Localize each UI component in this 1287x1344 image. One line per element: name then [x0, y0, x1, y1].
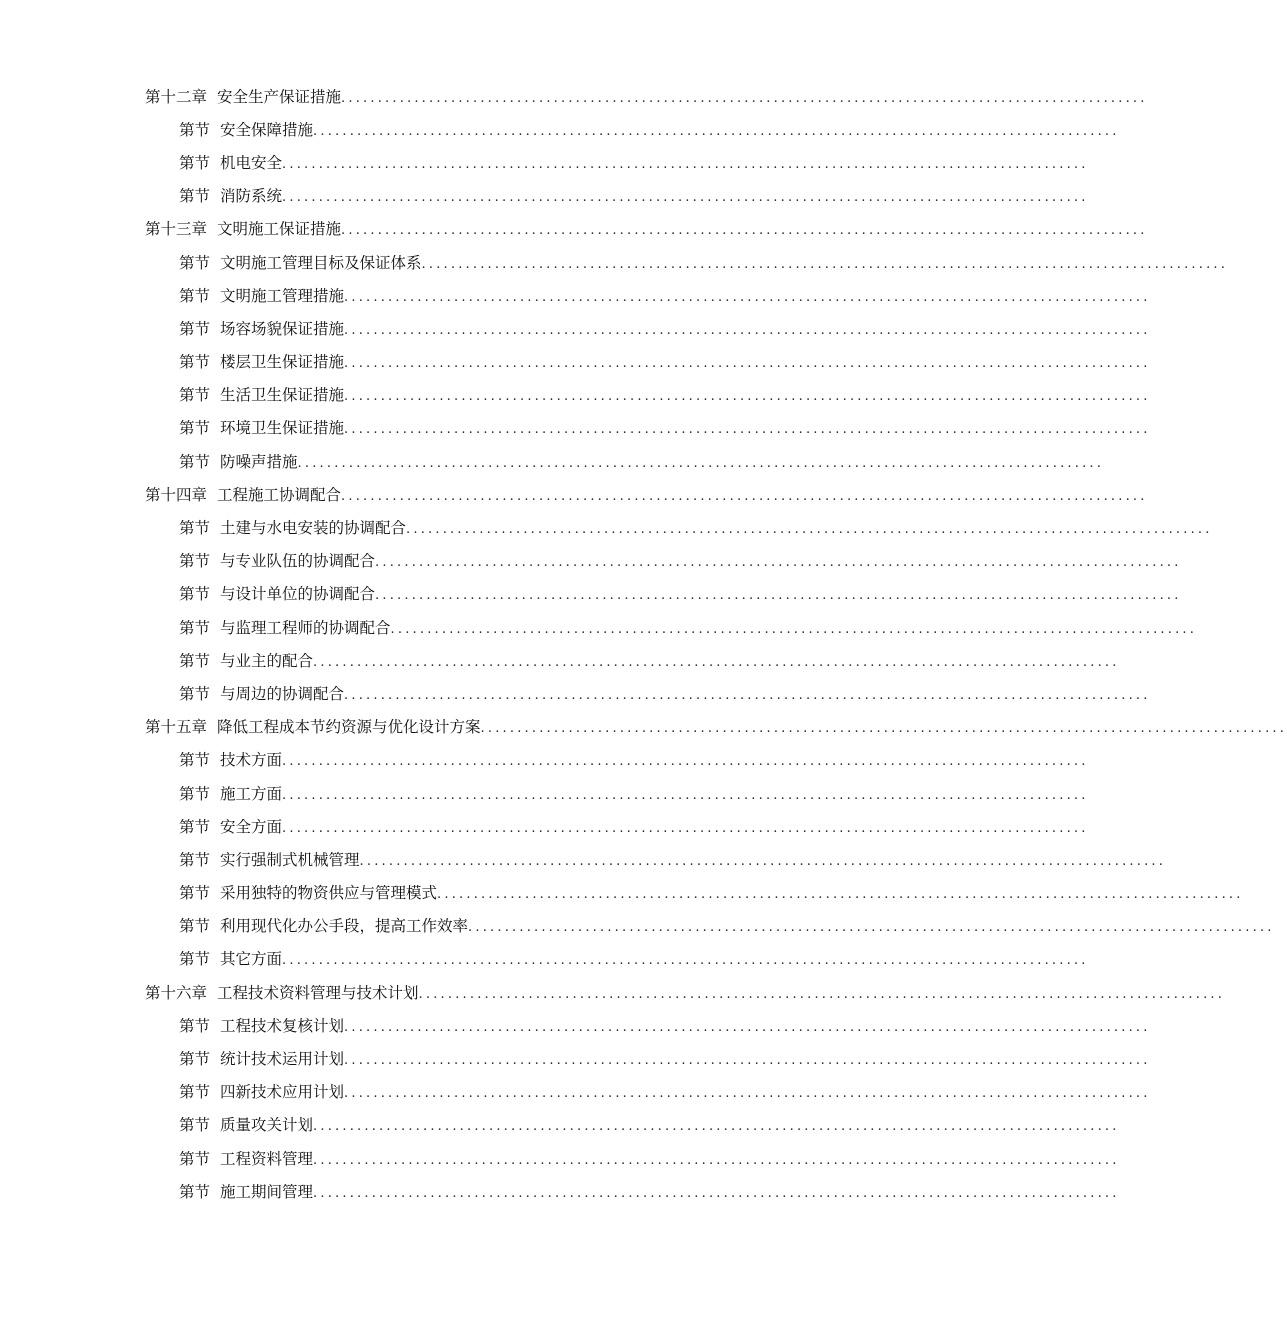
toc-chapter-entry[interactable] — [0, 212, 1148, 245]
dot-leader: .............................................................................................................. — [344, 1053, 1151, 1069]
dot-leader: .............................................................................................................. — [344, 389, 1151, 405]
toc-chapter-entry[interactable] — [0, 477, 1148, 510]
toc-section-entry[interactable] — [0, 179, 1089, 212]
toc-entry-title: 工程施工协调配合 — [217, 485, 342, 504]
dot-leader: .............................................................................................................. — [418, 986, 1226, 1002]
toc-entry-number: 第节 — [179, 751, 211, 770]
toc-entry-title: 与监理工程师的协调配合 — [220, 618, 391, 637]
toc-section-entry[interactable] — [0, 378, 1151, 411]
toc-section-entry[interactable] — [0, 112, 1120, 145]
dot-leader: .............................................................................................................. — [313, 1119, 1120, 1135]
toc-entry-title: 降低工程成本节约资源与优化设计方案 — [217, 718, 481, 737]
toc-entry-title: 工程技术资料管理与技术计划 — [217, 983, 419, 1002]
toc-section-entry[interactable] — [0, 876, 1244, 909]
toc-section-entry[interactable] — [0, 544, 1182, 577]
toc-entry-title: 技术方面 — [220, 751, 283, 770]
toc-section-entry[interactable] — [0, 676, 1151, 709]
dot-leader: .............................................................................................................. — [341, 223, 1148, 239]
toc-entry-number: 第节 — [179, 884, 211, 903]
toc-entry-number: 第节 — [179, 319, 211, 338]
toc-chapter-entry[interactable] — [0, 710, 1287, 743]
dot-leader: .............................................................................................................. — [313, 123, 1120, 139]
toc-entry-title: 与专业队伍的协调配合 — [220, 552, 376, 571]
toc-section-entry[interactable] — [0, 444, 1105, 477]
toc-entry-number: 第节 — [179, 419, 211, 438]
toc-entry-number: 第十五章 — [145, 718, 208, 737]
dot-leader: .............................................................................................................. — [282, 787, 1089, 803]
toc-entry-title: 采用独特的物资供应与管理模式 — [220, 884, 438, 903]
toc-section-entry[interactable] — [0, 1141, 1120, 1174]
toc-section-entry[interactable] — [0, 643, 1120, 676]
dot-leader: .............................................................................................................. — [313, 1185, 1120, 1201]
toc-entry-title: 场容场貌保证措施 — [220, 319, 345, 338]
dot-leader: .............................................................................................................. — [437, 887, 1244, 903]
toc-entry-title: 安全生产保证措施 — [217, 87, 342, 106]
toc-entry-number: 第节 — [179, 651, 211, 670]
dot-leader: .............................................................................................................. — [359, 853, 1167, 869]
toc-entry-title: 工程技术复核计划 — [220, 1016, 345, 1035]
toc-section-entry[interactable] — [0, 1108, 1120, 1141]
toc-entry-number: 第节 — [179, 585, 211, 604]
toc-entry-number: 第节 — [179, 187, 211, 206]
dot-leader: .............................................................................................................. — [480, 721, 1287, 737]
toc-section-entry[interactable] — [0, 942, 1089, 975]
toc-entry-title: 与周边的协调配合 — [220, 684, 345, 703]
toc-entry-number: 第节 — [179, 1182, 211, 1201]
dot-leader: .............................................................................................................. — [282, 820, 1089, 836]
toc-entry-title: 实行强制式机械管理 — [220, 850, 360, 869]
toc-entry-number: 第节 — [179, 850, 211, 869]
toc-entry-title: 与设计单位的协调配合 — [220, 585, 376, 604]
toc-entry-number: 第节 — [179, 917, 211, 936]
toc-entry-title: 统计技术运用计划 — [220, 1050, 345, 1069]
toc-entry-title: 防噪声措施 — [220, 452, 298, 471]
dot-leader: .............................................................................................................. — [341, 488, 1148, 504]
toc-section-entry[interactable] — [0, 1041, 1151, 1074]
toc-section-entry[interactable] — [0, 610, 1198, 643]
toc-entry-number: 第节 — [179, 353, 211, 372]
toc-section-entry[interactable] — [0, 809, 1089, 842]
toc-entry-number: 第节 — [179, 519, 211, 538]
toc-entry-number: 第节 — [179, 684, 211, 703]
toc-entry-number: 第节 — [179, 1050, 211, 1069]
dot-leader: .............................................................................................................. — [282, 953, 1089, 969]
toc-entry-number: 第节 — [179, 618, 211, 637]
dot-leader: .............................................................................................................. — [375, 588, 1182, 604]
toc-entry-number: 第节 — [179, 950, 211, 969]
toc-entry-title: 安全方面 — [220, 817, 283, 836]
toc-entry-title: 施工期间管理 — [220, 1182, 314, 1201]
dot-leader: .............................................................................................................. — [341, 90, 1148, 106]
toc-entry-number: 第十四章 — [145, 485, 208, 504]
toc-entry-number: 第节 — [179, 1016, 211, 1035]
toc-entry-number: 第节 — [179, 1083, 211, 1102]
dot-leader: .............................................................................................................. — [344, 1019, 1151, 1035]
toc-section-entry[interactable] — [0, 776, 1089, 809]
toc-entry-title: 其它方面 — [220, 950, 283, 969]
dot-leader: .............................................................................................................. — [375, 555, 1182, 571]
dot-leader: .............................................................................................................. — [421, 256, 1229, 272]
toc-entry-title: 机电安全 — [220, 153, 283, 172]
toc-entry-number: 第节 — [179, 153, 211, 172]
toc-section-entry[interactable] — [0, 145, 1089, 178]
toc-section-entry[interactable] — [0, 345, 1151, 378]
toc-section-entry[interactable] — [0, 411, 1151, 444]
dot-leader: .............................................................................................................. — [344, 289, 1151, 305]
toc-section-entry[interactable] — [0, 1174, 1120, 1207]
dot-leader: .............................................................................................................. — [390, 621, 1198, 637]
toc-entry-number: 第节 — [179, 817, 211, 836]
toc-entry-title: 楼层卫生保证措施 — [220, 353, 345, 372]
dot-leader: .............................................................................................................. — [344, 687, 1151, 703]
toc-entry-title: 文明施工保证措施 — [217, 220, 342, 239]
toc-entry-number: 第节 — [179, 120, 211, 139]
toc-entry-number: 第十二章 — [145, 87, 208, 106]
dot-leader: .............................................................................................................. — [282, 190, 1089, 206]
toc-section-entry[interactable] — [0, 743, 1089, 776]
toc-entry-number: 第节 — [179, 386, 211, 405]
toc-section-entry[interactable] — [0, 311, 1151, 344]
toc-entry-title: 生活卫生保证措施 — [220, 386, 345, 405]
toc-entry-number: 第节 — [179, 1116, 211, 1135]
toc-entry-title: 土建与水电安装的协调配合 — [220, 519, 407, 538]
toc-entry-number: 第节 — [179, 253, 211, 272]
toc-entry-number: 第节 — [179, 784, 211, 803]
toc-entry-title: 施工方面 — [220, 784, 283, 803]
toc-entry-title: 消防系统 — [220, 187, 283, 206]
toc-entry-title: 文明施工管理目标及保证体系 — [220, 253, 422, 272]
dot-leader: .............................................................................................................. — [282, 754, 1089, 770]
toc-entry-title: 安全保障措施 — [220, 120, 314, 139]
toc-entry-title: 环境卫生保证措施 — [220, 419, 345, 438]
toc-entry-number: 第十六章 — [145, 983, 208, 1002]
dot-leader: .............................................................................................................. — [344, 422, 1151, 438]
toc-entry-number: 第节 — [179, 452, 211, 471]
toc-entry-number: 第节 — [179, 286, 211, 305]
toc-entry-title: 工程资料管理 — [220, 1149, 314, 1168]
toc-section-entry[interactable] — [0, 278, 1151, 311]
dot-leader: .............................................................................................................. — [282, 156, 1089, 172]
dot-leader: .............................................................................................................. — [468, 920, 1275, 936]
toc-entry-title: 文明施工管理措施 — [220, 286, 345, 305]
toc-section-entry[interactable] — [0, 842, 1167, 875]
toc-section-entry[interactable] — [0, 245, 1229, 278]
toc-chapter-entry[interactable] — [0, 975, 1226, 1008]
toc-entry-number: 第节 — [179, 552, 211, 571]
dot-leader: .............................................................................................................. — [344, 1086, 1151, 1102]
toc-entry-title: 利用现代化办公手段，提高工作效率 — [220, 917, 469, 936]
toc-section-entry[interactable] — [0, 1008, 1151, 1041]
toc-section-entry[interactable] — [0, 909, 1275, 942]
toc-entry-title: 质量攻关计划 — [220, 1116, 314, 1135]
toc-section-entry[interactable] — [0, 577, 1182, 610]
dot-leader: .............................................................................................................. — [344, 322, 1151, 338]
toc-entry-title: 与业主的配合 — [220, 651, 314, 670]
toc-entry-number: 第十三章 — [145, 220, 208, 239]
dot-leader: .............................................................................................................. — [313, 654, 1120, 670]
toc-entry-number: 第节 — [179, 1149, 211, 1168]
toc-entry-title: 四新技术应用计划 — [220, 1083, 345, 1102]
dot-leader: .............................................................................................................. — [313, 1152, 1120, 1168]
dot-leader: .............................................................................................................. — [344, 356, 1151, 372]
dot-leader: .............................................................................................................. — [297, 455, 1105, 471]
toc-chapter-entry[interactable] — [0, 79, 1148, 112]
toc-section-entry[interactable] — [0, 1075, 1151, 1108]
toc-section-entry[interactable] — [0, 510, 1213, 543]
dot-leader: .............................................................................................................. — [406, 522, 1213, 538]
table-of-contents — [0, 79, 1287, 1207]
